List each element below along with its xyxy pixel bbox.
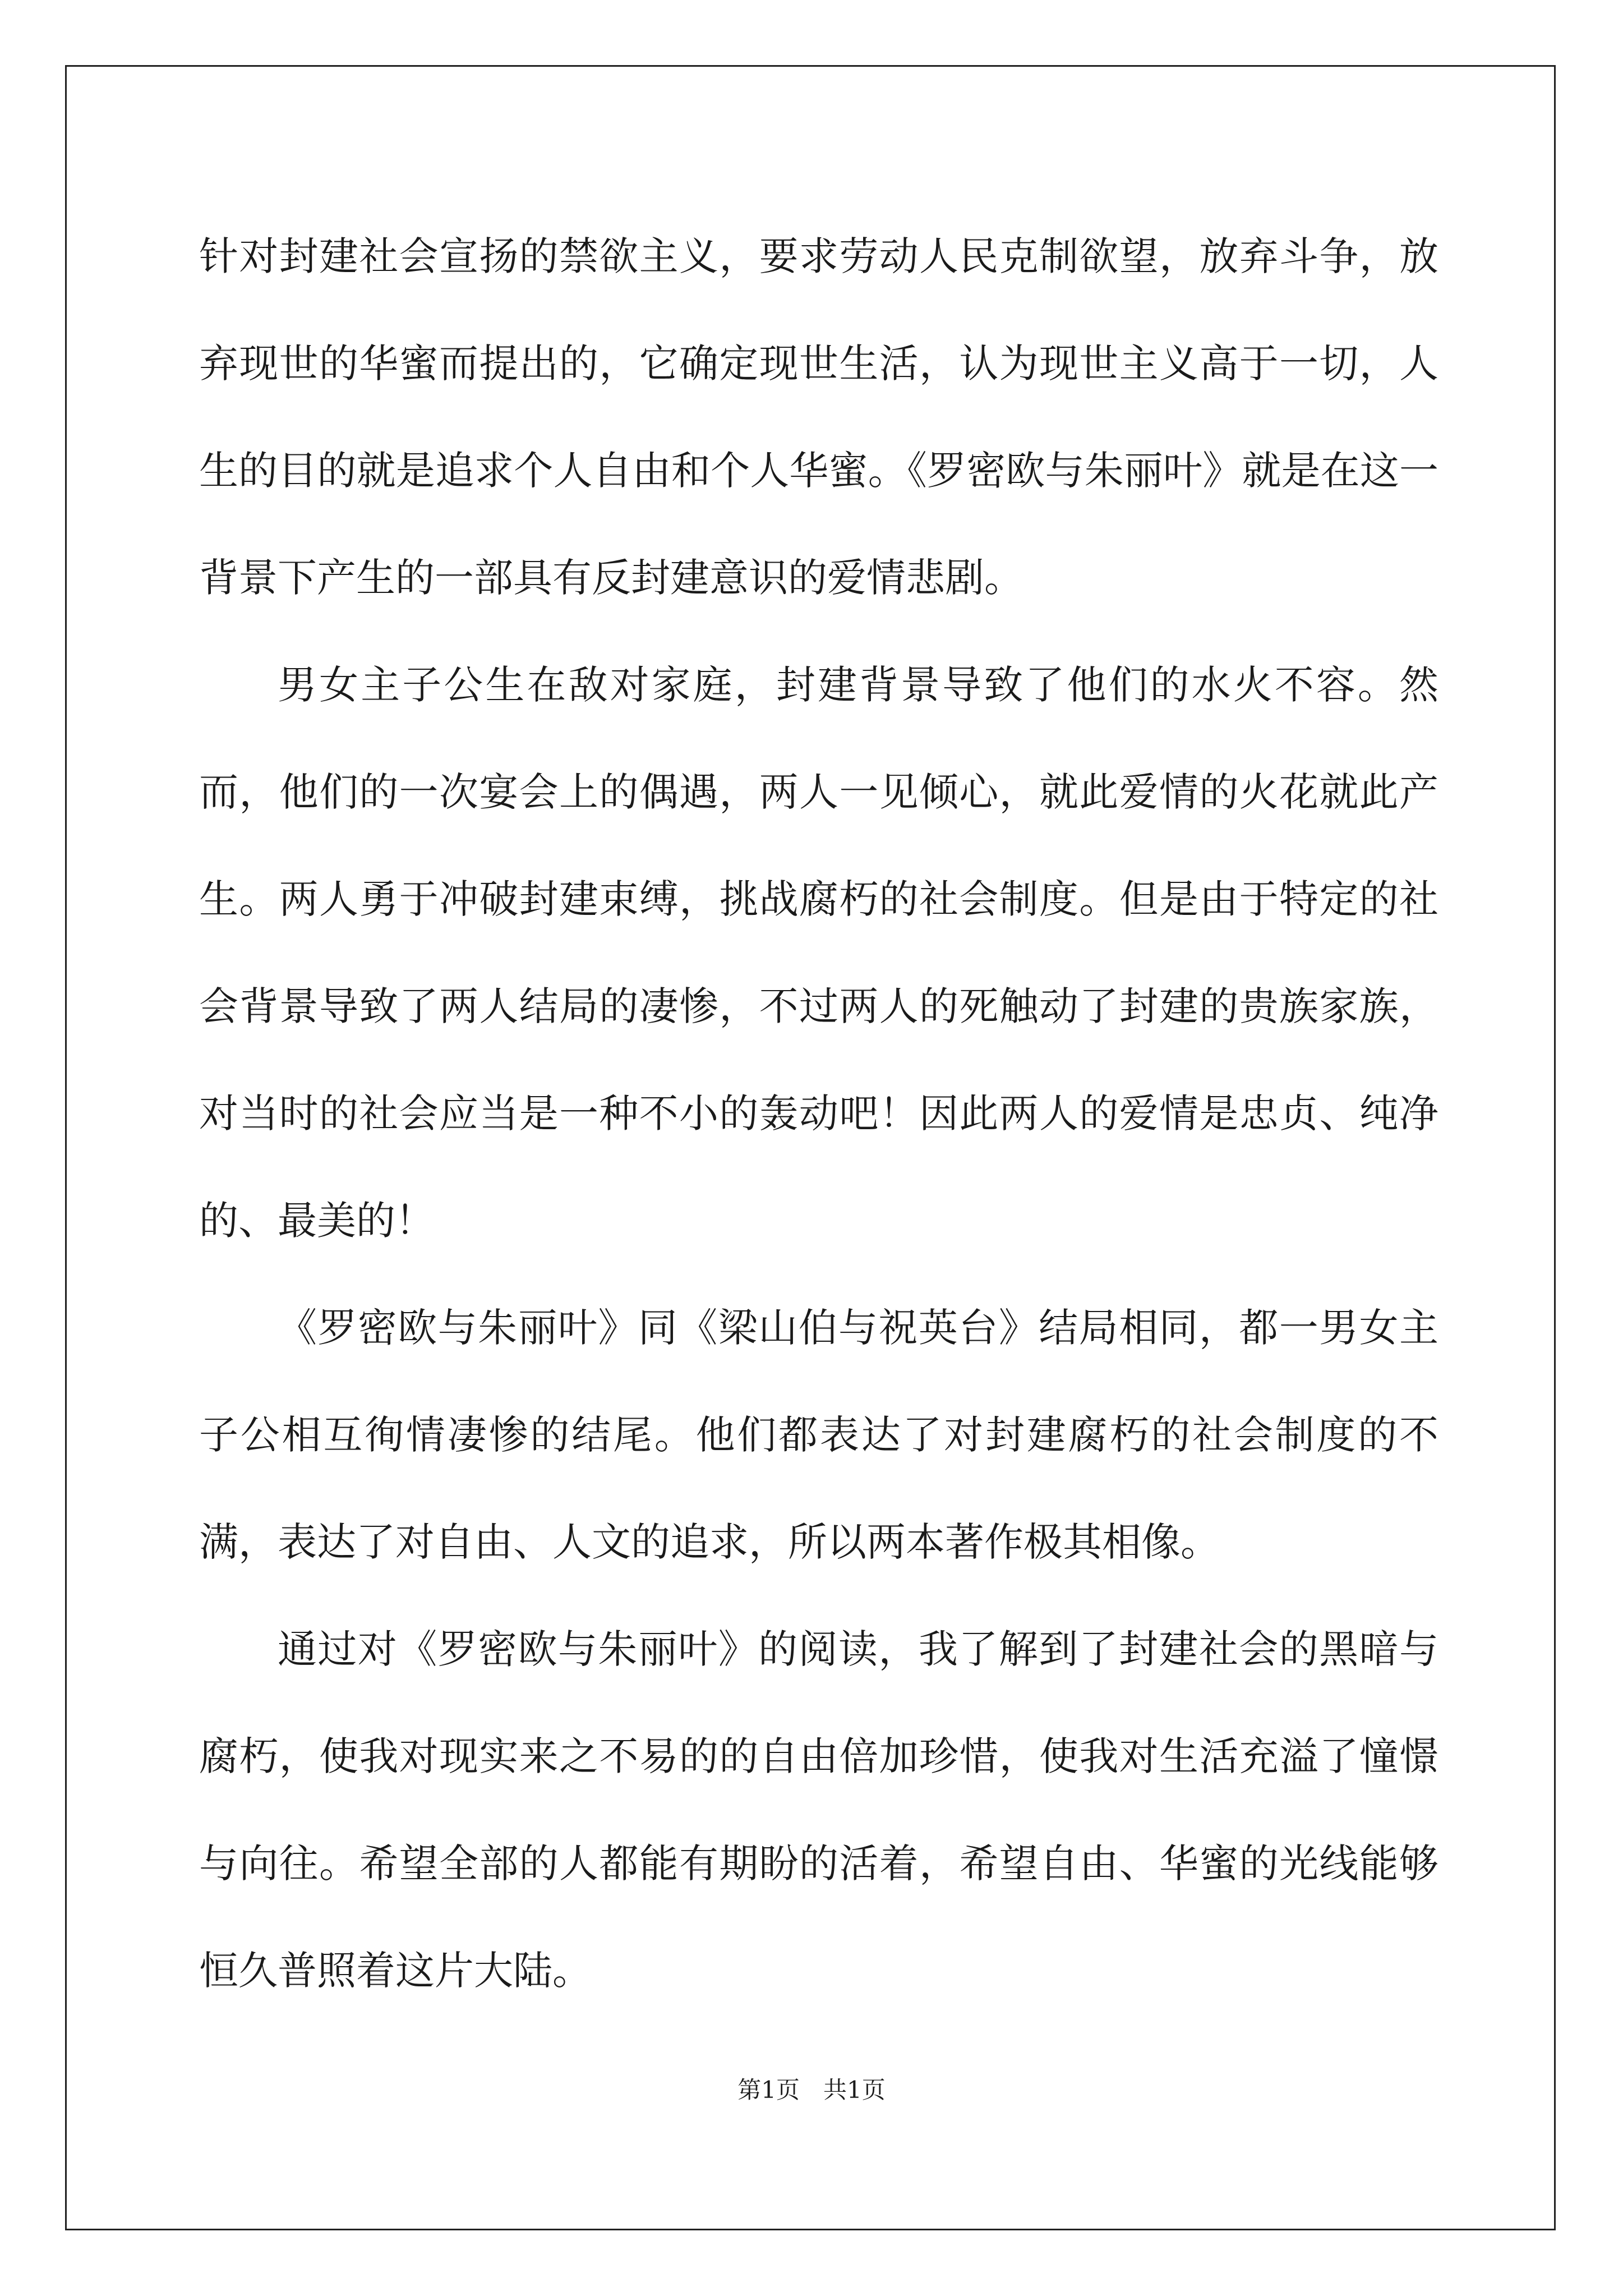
paragraph-3: 《罗密欧与朱丽叶》同《梁山伯与祝英台》结局相同，都一男女主子公相互徇情凄惨的结尾。他们都表达了对封建腐朽的社会制度的不满，表达了对自由、人文的追求，所以两本著作极其相像。 (199, 1305, 1438, 1565)
paragraph-4: 通过对《罗密欧与朱丽叶》的阅读，我了解到了封建社会的黑暗与腐朽，使我对现实来之不易的的自由倍加珍惜，使我对生活充溢了憧憬与向往。希望全部的人都能有期盼的活着，希望自由、华蜜的光线能够恒久普照着这片大陆。 (199, 1626, 1438, 1994)
page-number-footer: 第1页 共1页 (737, 2076, 886, 2104)
paragraph-1: 针对封建社会宣扬的禁欲主义，要求劳动人民克制欲望，放弃斗争，放弃现世的华蜜而提出的，它确定现世生活，认为现世主义高于一切，人生的目的就是追求个人自由和个人华蜜。《罗密欧与朱丽叶》就是在这一背景下产生的一部具有反封建意识的爱情悲剧。 (199, 233, 1438, 601)
document-body (199, 203, 1438, 2024)
paragraph-2: 男女主子公生在敌对家庭，封建背景导致了他们的水火不容。然而，他们的一次宴会上的偶遇，两人一见倾心，就此爱情的火花就此产生。两人勇于冲破封建束缚，挑战腐朽的社会制度。但是由于特定的社会背景导致了两人结局的凄惨，不过两人的死触动了封建的贵族家族，对当时的社会应当是一种不小的轰动吧！因此两人的爱情是忠贞、纯净的、最美的！ (199, 662, 1438, 1244)
